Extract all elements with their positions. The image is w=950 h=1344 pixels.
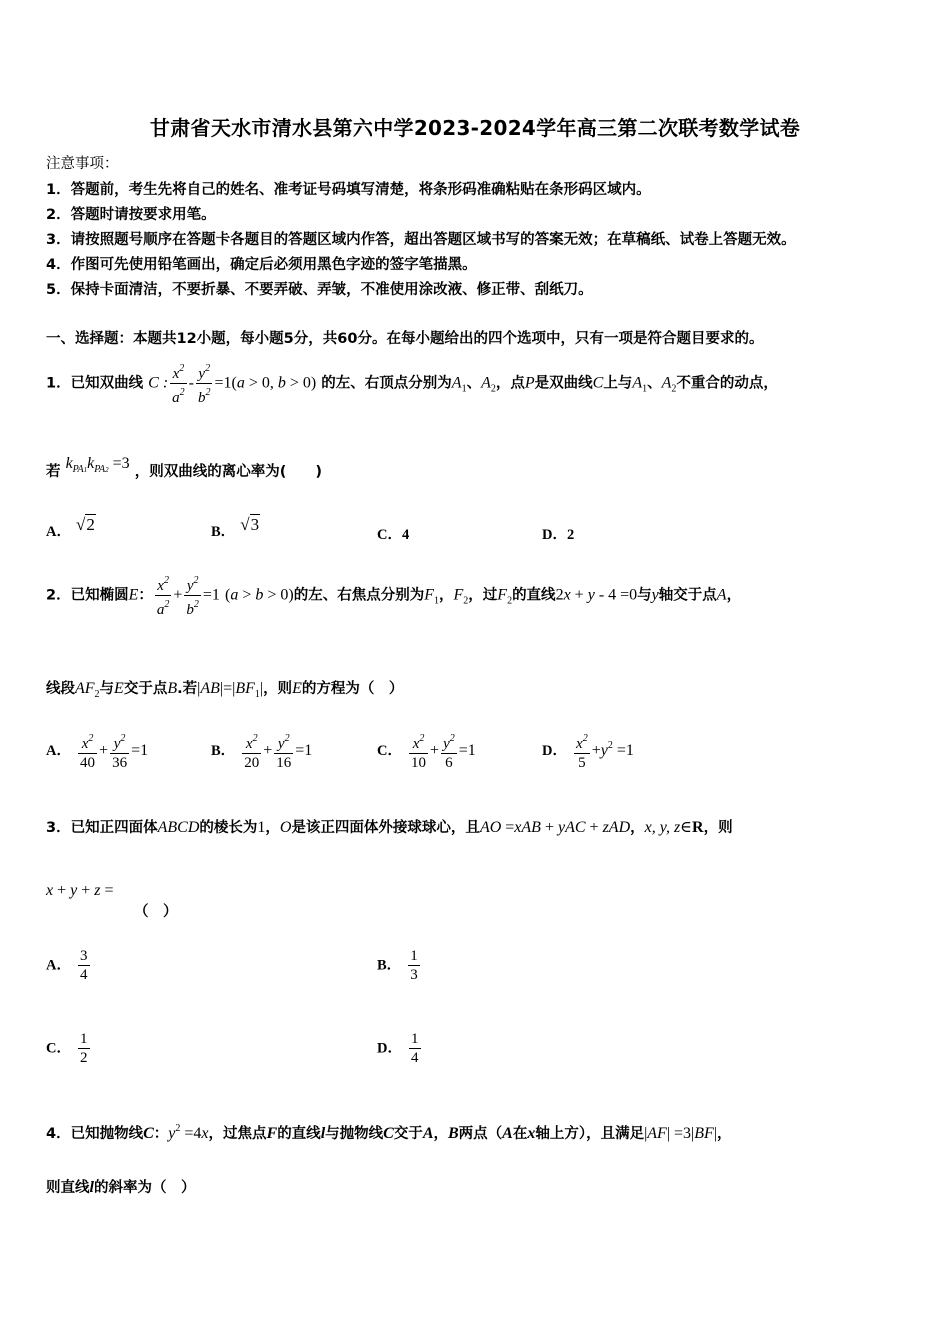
question-2-line-2: 线段$AF_2$与E交于点B.若$|AB|=|BF_1|$，则E的方程为（ ） bbox=[46, 680, 404, 700]
option-b[interactable]: B． $\frac{x^2}{20}$ + $\frac{y^2}{16}$ =1 bbox=[211, 733, 313, 771]
note-item: 4．作图可先使用铅笔画出，确定后必须用黑色字迹的签字笔描黑。 bbox=[46, 257, 477, 273]
question-2-line-1: 2．已知椭圆E： $\frac{x^2}{a^2}$ + $\frac{y^2}{b^2}$ =1 (a > b > 0)的左、右焦点分别为$F_1$，$F_2$，过$F_2$的直线2x + y - 4 =0与y轴交于点A， bbox=[46, 572, 741, 622]
page-title: 甘肃省天水市清水县第六中学2023-2024学年高三第二次联考数学试卷 bbox=[149, 116, 801, 140]
math-expression: C : bbox=[148, 374, 169, 392]
option-b[interactable]: B． $\frac{1}{3}$ bbox=[377, 948, 418, 983]
math-fraction: $\frac{y^2}{b^2}$ bbox=[186, 575, 199, 618]
option-c[interactable]: C． $\frac{x^2}{10}$ + $\frac{y^2}{6}$ =1 bbox=[377, 733, 476, 771]
option-c[interactable]: C．4 bbox=[377, 527, 410, 543]
notes-heading: 注意事项： bbox=[46, 156, 119, 172]
option-d[interactable]: D． $\frac{1}{4}$ bbox=[377, 1031, 419, 1066]
math-fraction: $\frac{x^2}{a^2}$ bbox=[172, 363, 185, 406]
question-1-number: 1．已知双曲线 bbox=[46, 375, 144, 392]
question-4-line-1: 4．已知抛物线C：$y^2 =4x$，过焦点F的直线l与抛物线C交于A，B两点（A在x轴上方），且满足|AF| =3|BF|， bbox=[46, 1123, 732, 1142]
option-a[interactable]: A． √2 bbox=[46, 515, 95, 540]
note-item: 2．答题时请按要求用笔。 bbox=[46, 207, 216, 223]
option-a[interactable]: A． $\frac{3}{4}$ bbox=[46, 948, 88, 983]
note-item: 3．请按照题号顺序在答题卡各题目的答题区域内作答，超出答题区域书写的答案无效；在草稿纸、试卷上答题无效。 bbox=[46, 232, 796, 248]
note-item: 1．答题前，考生先将自己的姓名、准考证号码填写清楚，将条形码准确粘贴在条形码区域内。 bbox=[46, 182, 651, 198]
option-c[interactable]: C． $\frac{1}{2}$ bbox=[46, 1031, 88, 1066]
option-d[interactable]: D． $\frac{x^2}{5}$ $+y^2 =1$ bbox=[542, 733, 634, 771]
question-1-line-1: 1．已知双曲线 C : $\frac{x^2}{a^2}$ - $\frac{y^2}{b^2}$ =1(a > 0, b > 0) 的左、右顶点分别为$A_1$、$A_2$，点P是双曲线C上与$A_1$、$A_2$不重合的动点， bbox=[46, 360, 778, 410]
option-b[interactable]: B． √3 bbox=[211, 515, 260, 540]
section-heading: 一、选择题：本题共12小题，每小题5分，共60分。在每小题给出的四个选项中，只有一项是符合题目要求的。 bbox=[46, 331, 764, 347]
option-a[interactable]: A． $\frac{x^2}{40}$ + $\frac{y^2}{36}$ =1 bbox=[46, 733, 149, 771]
question-4-line-2: 则直线l的斜率为（ ） bbox=[46, 1179, 196, 1196]
math-fraction: $\frac{x^2}{a^2}$ bbox=[156, 575, 170, 618]
question-3-line-2: x + y + z = （ ） bbox=[46, 882, 178, 920]
question-1-line-2: 若 $k_{PA1}k_{PA2} =3$ ，则双曲线的离心率为( ) bbox=[46, 455, 323, 480]
option-d[interactable]: D．2 bbox=[542, 527, 575, 543]
note-item: 5．保持卡面清洁，不要折暴、不要弄破、弄皱，不准使用涂改液、修正带、刮纸刀。 bbox=[46, 282, 593, 298]
math-fraction: $\frac{y^2}{b^2}$ bbox=[197, 363, 211, 406]
question-3-line-1: 3．已知正四面体ABCD的棱长为1，O是该正四面体外接球球心，且AO =xAB + yAC + zAD，x, y, z∈R，则 bbox=[46, 819, 733, 836]
